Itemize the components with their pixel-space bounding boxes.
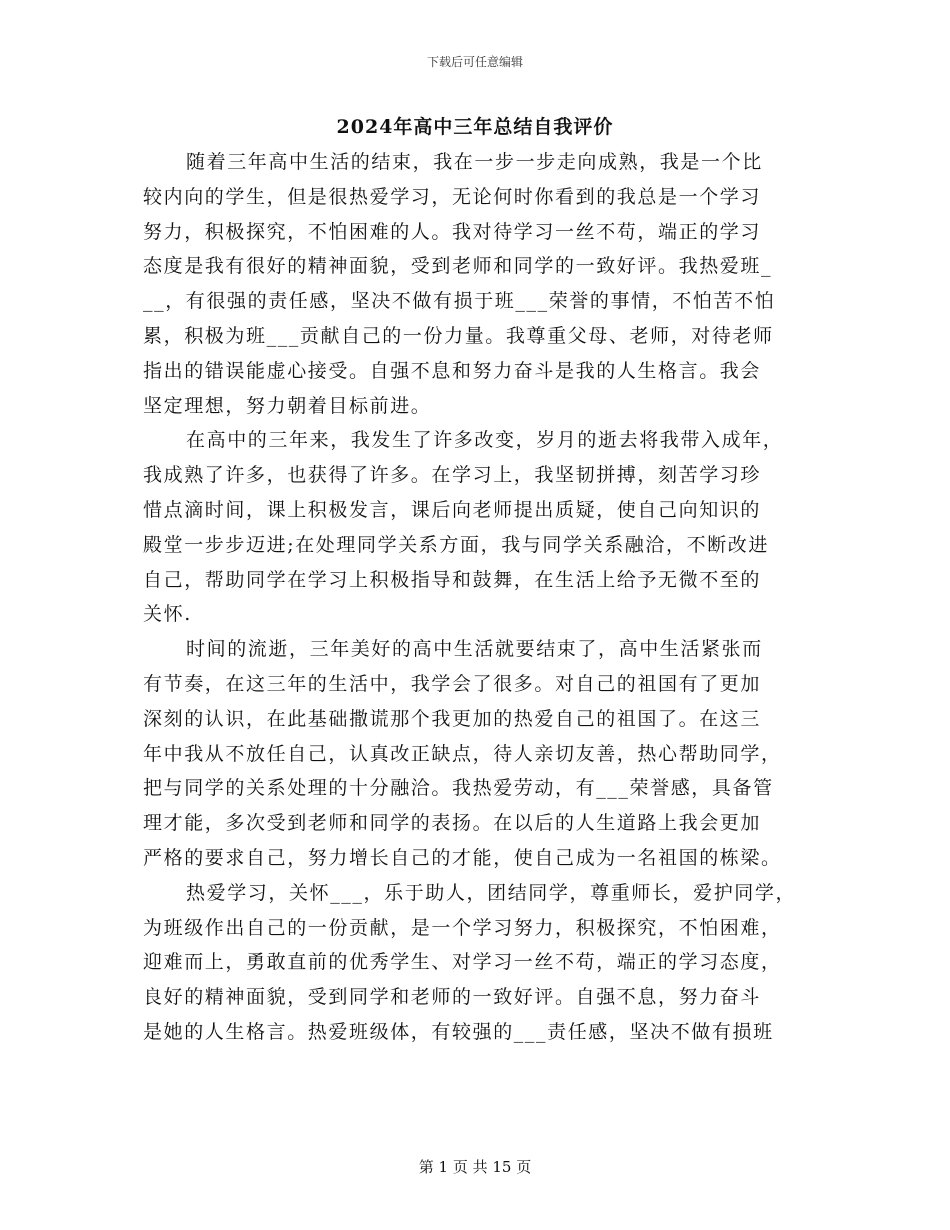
paragraph-2-line-1: 在高中的三年来，我发生了许多改变，岁月的逝去将我带入成年， <box>186 429 784 452</box>
paragraph-1-line-1: 随着三年高中生活的结束，我在一步一步走向成熟，我是一个比 <box>186 151 763 173</box>
paragraph-2-line-6: 关怀. <box>143 603 192 626</box>
page-header-note: 下载后可任意编辑 <box>426 55 523 69</box>
paragraph-4-line-4: 良好的精神面貌，受到同学和老师的一致好评。自强不息，努力奋斗 <box>143 986 762 1009</box>
paragraph-1-line-2: 较内向的学生，但是很热爱学习，无论何时你看到的我总是一个学习 <box>143 185 762 208</box>
paragraph-3-line-6: 理才能，多次受到老师和同学的表扬。在以后的人生道路上我会更加 <box>143 812 762 835</box>
paragraph-3-line-5: 把与同学的关系处理的十分融洽。我热爱劳动，有___荣誉感，具备管 <box>143 777 774 800</box>
paragraph-4-line-2: 为班级作出自己的一份贡献，是一个学习努力，积极探究，不怕困难， <box>143 916 782 939</box>
paragraph-3-line-4: 年中我从不放任自己，认真改正缺点，待人亲切友善，热心帮助同学， <box>143 742 782 765</box>
paragraph-4-line-5: 是她的人生格言。热爱班级体，有较强的___责任感，坚决不做有损班 <box>143 1020 774 1043</box>
document-title: 2024年高中三年总结自我评价 <box>336 116 614 138</box>
paragraph-3-line-2: 有节奏，在这三年的生活中，我学会了很多。对自己的祖国有了更加 <box>143 672 762 695</box>
document-body <box>143 145 815 1050</box>
paragraph-1-line-4: 态度是我有很好的精神面貌，受到老师和同学的一致好评。我热爱班_ <box>143 255 773 278</box>
paragraph-2-line-5: 自己，帮助同学在学习上积极指导和鼓舞，在生活上给予无微不至的 <box>143 568 762 591</box>
paragraph-3-line-1: 时间的流逝，三年美好的高中生活就要结束了，高中生活紧张而 <box>186 638 763 661</box>
paragraph-1-line-8: 坚定理想，努力朝着目标前进。 <box>143 394 432 417</box>
paragraph-2-line-2: 我成熟了许多，也获得了许多。在学习上，我坚韧拼搏，刻苦学习珍 <box>143 464 762 487</box>
paragraph-1-line-6: 累，积极为班___贡献自己的一份力量。我尊重父母、老师，对待老师 <box>143 324 774 347</box>
paragraph-3-line-7: 严格的要求自己，努力增长自己的才能，使自己成为一名祖国的栋梁。 <box>143 846 782 869</box>
paragraph-2-line-4: 殿堂一步步迈进;在处理同学关系方面，我与同学关系融洽，不断改进 <box>143 533 770 556</box>
paragraph-3-line-3: 深刻的认识，在此基础撒谎那个我更加的热爱自己的祖国了。在这三 <box>143 707 762 730</box>
paragraph-2-line-3: 惜点滴时间，课上积极发言，课后向老师提出质疑，使自己向知识的 <box>143 498 762 521</box>
paragraph-1-line-7: 指出的错误能虚心接受。自强不息和努力奋斗是我的人生格言。我会 <box>143 359 762 382</box>
paragraph-1-line-3: 努力，积极探究，不怕困难的人。我对待学习一丝不苟，端正的学习 <box>143 220 762 243</box>
paragraph-4-line-3: 迎难而上，勇敢直前的优秀学生、对学习一丝不苟，端正的学习态度， <box>143 951 782 974</box>
paragraph-4-line-1: 热爱学习，关怀___，乐于助人，团结同学，尊重师长，爱护同学， <box>186 881 797 904</box>
page-number-footer: 第 1 页 共 15 页 <box>418 1158 532 1176</box>
paragraph-1-line-5: __，有很强的责任感，坚决不做有损于班___荣誉的事情，不怕苦不怕 <box>143 290 776 313</box>
